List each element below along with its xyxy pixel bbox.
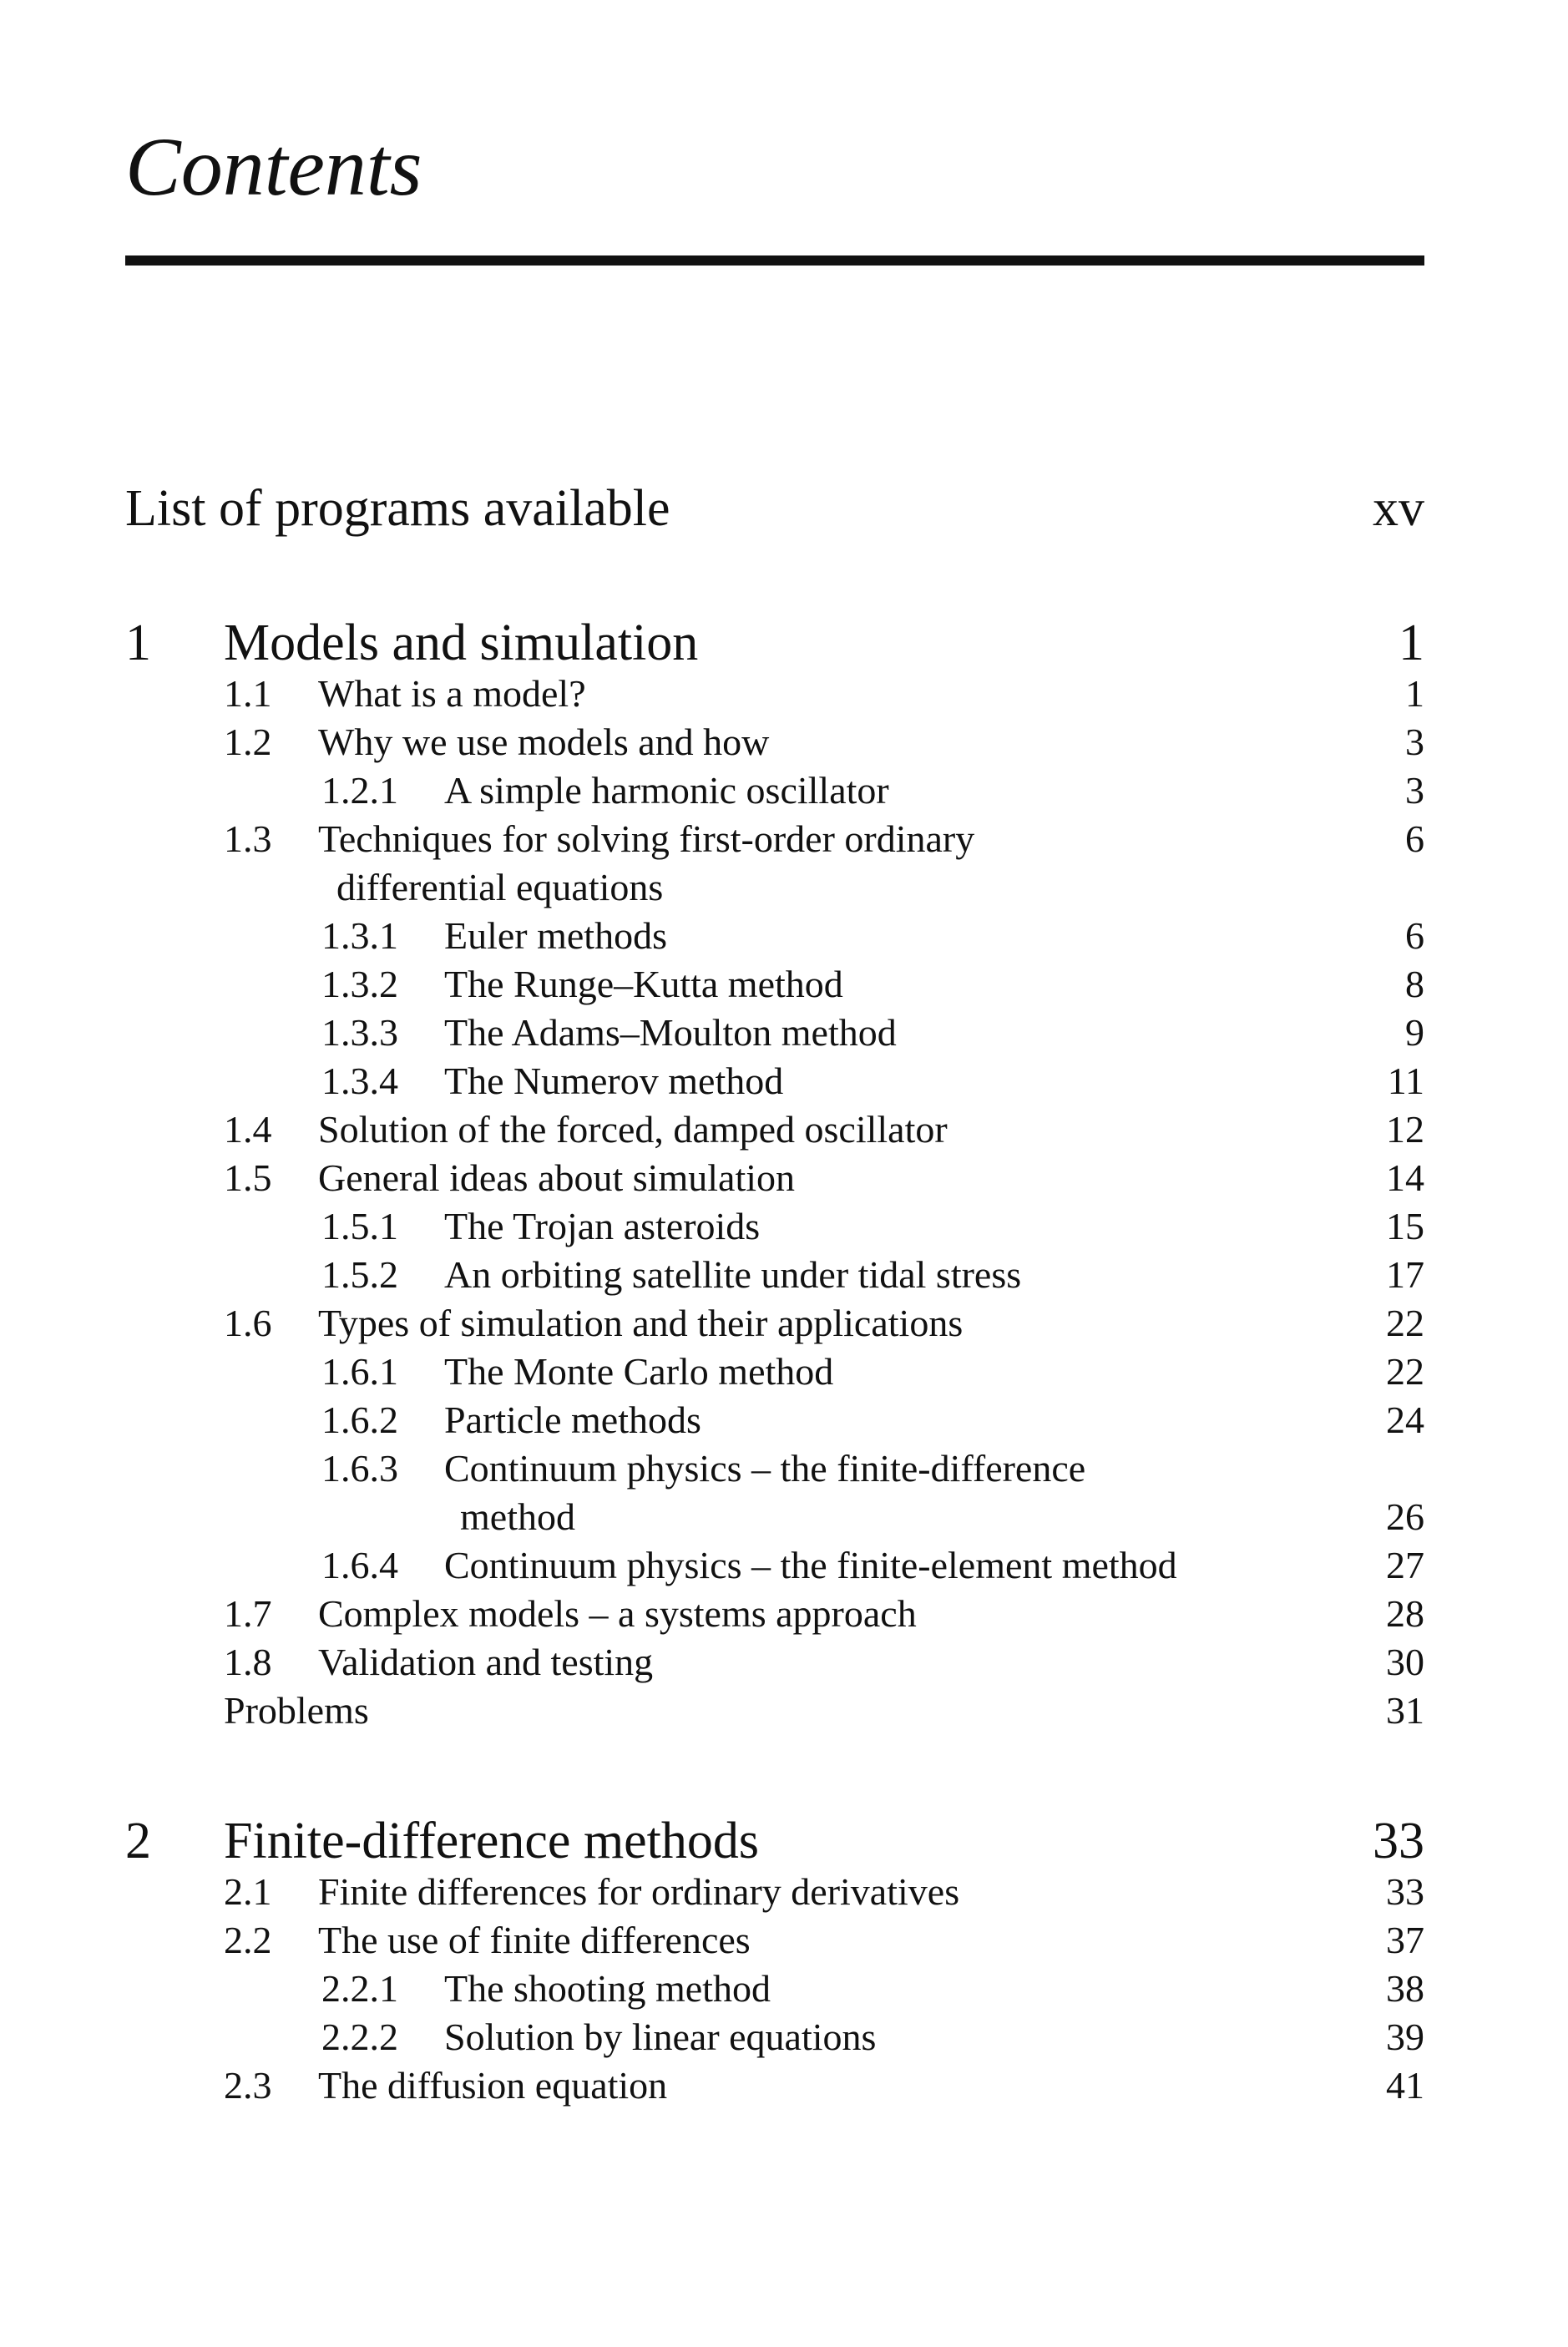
subsection-title: An orbiting satellite under tidal stress	[444, 1253, 1022, 1296]
section-number: 2.3	[224, 2064, 272, 2107]
toc-page-number: 12	[1386, 1108, 1424, 1151]
section-number: 1.1	[224, 672, 272, 715]
subsection-number: 1.3.3	[321, 1011, 398, 1054]
toc-page-number: 38	[1386, 1967, 1424, 2010]
section-title: The use of finite differences	[318, 1919, 751, 1961]
section-number: 1.3	[224, 817, 272, 860]
subsection-number: 1.6.4	[321, 1544, 398, 1586]
subsection-number: 1.2.1	[321, 769, 398, 812]
toc-page-number: 14	[1386, 1156, 1424, 1199]
toc-page-number: 33	[1386, 1870, 1424, 1913]
toc-page-number: 39	[1386, 2016, 1424, 2058]
chapter-number: 1	[125, 615, 151, 671]
toc-page-number: 8	[1405, 963, 1424, 1005]
toc-page-number: 3	[1405, 769, 1424, 812]
toc-page-number: 30	[1386, 1641, 1424, 1683]
subsection-title: Solution by linear equations	[444, 2016, 877, 2058]
subsection-title: The Runge–Kutta method	[444, 963, 843, 1005]
subsection-title: Continuum physics – the finite-element method	[444, 1544, 1177, 1586]
subsection-title: A simple harmonic oscillator	[444, 769, 889, 812]
toc-page-number: 1	[1399, 615, 1424, 671]
section-number: 1.5	[224, 1156, 272, 1199]
subsection-number: 1.3.4	[321, 1060, 398, 1102]
subsection-title: The Numerov method	[444, 1060, 784, 1102]
section-number: 1.4	[224, 1108, 272, 1151]
section-number: 2.2	[224, 1919, 272, 1961]
section-title: General ideas about simulation	[318, 1156, 796, 1199]
section-number: 1.8	[224, 1641, 272, 1683]
section-title: Solution of the forced, damped oscillator	[318, 1108, 948, 1151]
section-title: Techniques for solving first-order ordinary	[318, 817, 975, 860]
subsection-title-continuation: method	[460, 1495, 575, 1538]
toc-page-number: 3	[1405, 721, 1424, 763]
toc-page-number: 33	[1373, 1813, 1424, 1869]
subsection-number: 1.6.3	[321, 1447, 398, 1490]
toc-page-number: 28	[1386, 1592, 1424, 1635]
section-title: The diffusion equation	[318, 2064, 668, 2107]
page-title: Contents	[125, 120, 422, 213]
section-number: 1.2	[224, 721, 272, 763]
subsection-number: 1.6.1	[321, 1350, 398, 1393]
chapter-number: 2	[125, 1813, 151, 1869]
subsection-number: 2.2.1	[321, 1967, 398, 2010]
toc-entry-title: List of programs available	[125, 480, 670, 537]
subsection-title: Continuum physics – the finite-difference	[444, 1447, 1086, 1490]
section-title: Types of simulation and their applications	[318, 1302, 964, 1344]
toc-page-number: 41	[1386, 2064, 1424, 2107]
toc-page-number: 9	[1405, 1011, 1424, 1054]
subsection-number: 1.5.1	[321, 1205, 398, 1247]
toc-page-number: 22	[1386, 1350, 1424, 1393]
subsection-number: 1.3.2	[321, 963, 398, 1005]
toc-page-number: 1	[1405, 672, 1424, 715]
subsection-number: 1.6.2	[321, 1399, 398, 1441]
subsection-title: The Adams–Moulton method	[444, 1011, 897, 1054]
chapter-title: Finite-difference methods	[224, 1813, 760, 1869]
toc-page-number: 17	[1386, 1253, 1424, 1296]
toc-page-number: 15	[1386, 1205, 1424, 1247]
toc-page-number: 6	[1405, 817, 1424, 860]
section-title: What is a model?	[318, 672, 586, 715]
section-number: 1.7	[224, 1592, 272, 1635]
toc-page-number: 6	[1405, 914, 1424, 957]
subsection-title: The Trojan asteroids	[444, 1205, 761, 1247]
section-title: Why we use models and how	[318, 721, 770, 763]
subsection-number: 1.5.2	[321, 1253, 398, 1296]
toc-page-number: xv	[1373, 480, 1424, 537]
chapter-title: Models and simulation	[224, 615, 699, 671]
toc-page-number: 31	[1386, 1689, 1424, 1732]
subsection-title: The shooting method	[444, 1967, 771, 2010]
title-rule	[125, 255, 1424, 266]
subsection-number: 2.2.2	[321, 2016, 398, 2058]
problems-title: Problems	[224, 1689, 369, 1732]
subsection-title: Particle methods	[444, 1399, 701, 1441]
toc-page-number: 22	[1386, 1302, 1424, 1344]
subsection-title: The Monte Carlo method	[444, 1350, 834, 1393]
toc-page-number: 11	[1387, 1060, 1424, 1102]
toc-page-number: 37	[1386, 1919, 1424, 1961]
toc-page-number: 27	[1386, 1544, 1424, 1586]
section-title: Validation and testing	[318, 1641, 654, 1683]
toc-page-number: 24	[1386, 1399, 1424, 1441]
section-title: Finite differences for ordinary derivatives	[318, 1870, 960, 1913]
section-number: 2.1	[224, 1870, 272, 1913]
section-title-continuation: differential equations	[336, 866, 664, 908]
subsection-title: Euler methods	[444, 914, 667, 957]
section-number: 1.6	[224, 1302, 272, 1344]
section-title: Complex models – a systems approach	[318, 1592, 917, 1635]
subsection-number: 1.3.1	[321, 914, 398, 957]
toc-page-number: 26	[1386, 1495, 1424, 1538]
